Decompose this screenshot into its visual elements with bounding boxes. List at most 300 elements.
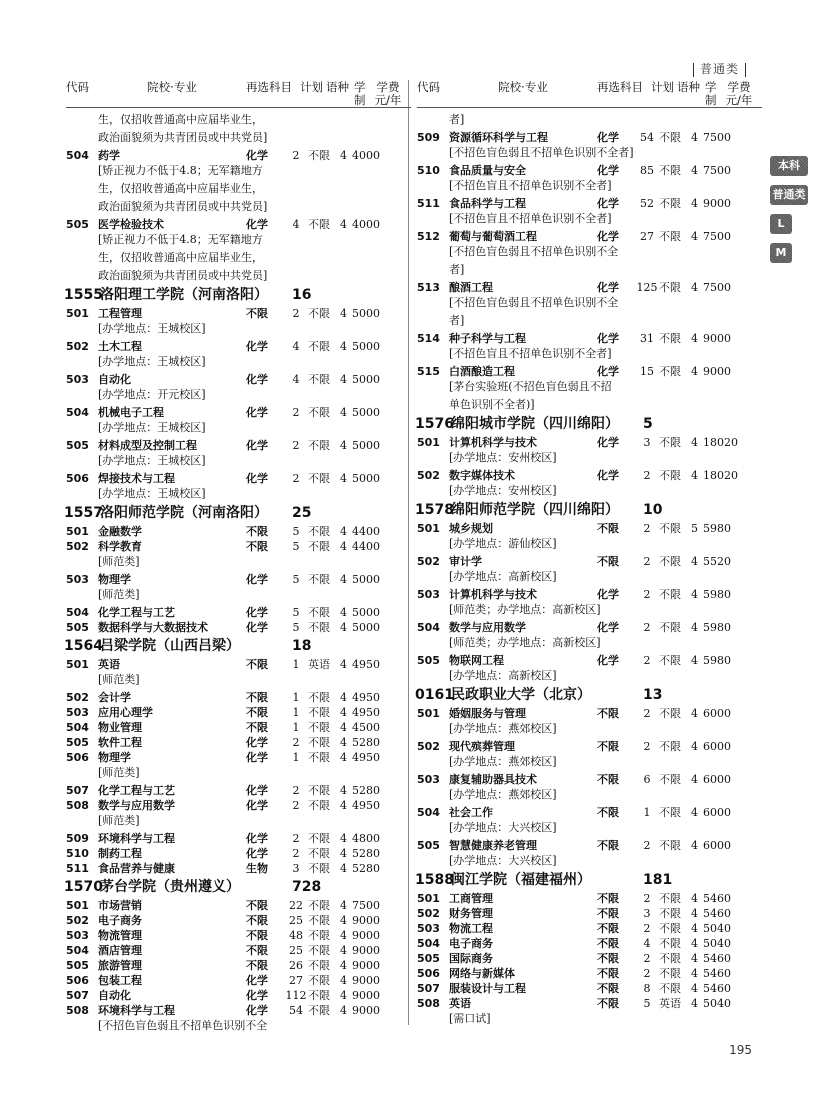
row-plan: 2 (643, 588, 651, 601)
row-name: 英语 (449, 997, 471, 1010)
category-label: 普通类 (699, 62, 739, 76)
university-plan: 181 (643, 872, 673, 888)
row-lang: 不限 (308, 540, 330, 553)
row-note: [师范类；办学地点：高新校区] (449, 603, 601, 616)
row-note: [师范类；办学地点：高新校区] (449, 636, 601, 649)
table-row (417, 587, 762, 602)
university-code: 0161 (415, 687, 454, 703)
row-name: 物联网工程 (449, 654, 504, 667)
row-note: [师范类] (98, 555, 140, 568)
university-plan: 728 (292, 879, 322, 895)
row-lang: 英语 (308, 658, 330, 671)
row-fee: 7500 (352, 899, 380, 912)
table-row (66, 524, 411, 539)
side-tab-benke[interactable]: 本科 (770, 156, 808, 176)
row-lang: 不限 (308, 959, 330, 972)
row-sys: 4 (340, 606, 347, 619)
row-fee: 5000 (352, 573, 380, 586)
side-tab-l[interactable]: L (770, 214, 792, 234)
university-plan: 13 (643, 687, 663, 703)
row-code: 505 (66, 439, 89, 452)
row-note: [不招色盲色弱且不招单色识别不全 (449, 296, 619, 309)
row-subject: 生物 (246, 862, 268, 875)
row-note: [不招色盲且不招单色识别不全者] (449, 179, 612, 192)
table-row (66, 339, 411, 354)
row-sys: 4 (340, 621, 347, 634)
row-lang: 不限 (659, 197, 681, 210)
row-name: 数学与应用数学 (449, 621, 526, 634)
row-sys: 5 (691, 522, 698, 535)
row-lang: 不限 (659, 588, 681, 601)
row-lang: 不限 (659, 806, 681, 819)
row-fee: 5980 (703, 522, 731, 535)
university-heading (64, 878, 411, 897)
row-code: 501 (66, 307, 89, 320)
row-code: 502 (417, 555, 440, 568)
row-note: [办学地点：王城校区] (98, 322, 206, 335)
row-fee: 4400 (352, 525, 380, 538)
row-subject: 不限 (597, 740, 619, 753)
row-note: [师范类] (98, 673, 140, 686)
table-row (417, 364, 762, 379)
row-note: [矫正视力不低于4.8；无军籍地方 (98, 164, 263, 177)
header-name: 院校·专业 (147, 80, 197, 94)
university-name: 洛阳师范学院（河南洛阳） (100, 505, 268, 521)
row-subject: 化学 (246, 439, 268, 452)
category-header (687, 60, 752, 77)
row-subject: 化学 (246, 799, 268, 812)
row-code: 501 (417, 522, 440, 535)
row-fee: 5280 (352, 736, 380, 749)
row-code: 501 (66, 899, 89, 912)
row-name: 医学检验技术 (98, 218, 164, 231)
row-subject: 化学 (597, 197, 619, 210)
table-row (66, 846, 411, 861)
row-lang: 不限 (659, 230, 681, 243)
university-plan: 5 (643, 416, 653, 432)
row-fee: 6000 (703, 806, 731, 819)
row-sys: 4 (340, 959, 347, 972)
row-subject: 不限 (597, 922, 619, 935)
row-lang: 不限 (308, 307, 330, 320)
row-plan: 48 (289, 929, 303, 942)
row-sys: 4 (691, 952, 698, 965)
row-code: 513 (417, 281, 440, 294)
table-row (417, 838, 762, 853)
row-plan: 27 (289, 974, 303, 987)
table-row (417, 229, 762, 244)
row-name: 软件工程 (98, 736, 142, 749)
row-fee: 6000 (703, 707, 731, 720)
row-name: 物流工程 (449, 922, 493, 935)
row-fee: 4000 (352, 218, 380, 231)
row-lang: 不限 (308, 406, 330, 419)
row-name: 金融数学 (98, 525, 142, 538)
row-fee: 4800 (352, 832, 380, 845)
row-subject: 化学 (597, 469, 619, 482)
row-plan: 1 (643, 806, 651, 819)
table-row (66, 690, 411, 705)
row-plan: 2 (292, 736, 300, 749)
row-name: 科学教育 (98, 540, 142, 553)
row-subject: 化学 (246, 149, 268, 162)
university-name: 民政职业大学（北京） (451, 687, 591, 703)
row-note: [办学地点：燕郊校区] (449, 788, 557, 801)
table-row (417, 435, 762, 450)
row-plan: 2 (292, 784, 300, 797)
row-plan: 2 (643, 839, 651, 852)
row-subject: 化学 (246, 974, 268, 987)
row-lang: 不限 (659, 952, 681, 965)
left-column (66, 81, 411, 1036)
row-plan: 2 (643, 952, 651, 965)
row-sys: 4 (340, 721, 347, 734)
table-row (417, 805, 762, 820)
row-sys: 4 (340, 1004, 347, 1017)
row-sys: 4 (340, 540, 347, 553)
row-name: 网络与新媒体 (449, 967, 515, 980)
row-lang: 不限 (659, 922, 681, 935)
row-lang: 不限 (308, 472, 330, 485)
row-fee: 5980 (703, 588, 731, 601)
row-sys: 4 (691, 281, 698, 294)
university-heading (64, 286, 411, 305)
row-lang: 不限 (308, 847, 330, 860)
side-tab-m[interactable]: M (770, 243, 792, 263)
row-lang: 不限 (308, 799, 330, 812)
row-name: 审计学 (449, 555, 482, 568)
university-heading (64, 637, 411, 656)
table-row (66, 572, 411, 587)
row-name: 城乡规划 (449, 522, 493, 535)
row-lang: 不限 (659, 937, 681, 950)
university-plan: 10 (643, 502, 663, 518)
university-code: 1578 (415, 502, 454, 518)
row-name: 财务管理 (449, 907, 493, 920)
table-row (66, 988, 411, 1003)
row-name: 电子商务 (449, 937, 493, 950)
row-subject: 不限 (597, 522, 619, 535)
row-code: 504 (417, 806, 440, 819)
table-row (66, 620, 411, 635)
row-plan: 54 (640, 131, 654, 144)
row-fee: 9000 (352, 959, 380, 972)
row-plan: 52 (640, 197, 654, 210)
row-name: 数学与应用数学 (98, 799, 175, 812)
row-fee: 4950 (352, 691, 380, 704)
continued-note: 者] (449, 113, 465, 126)
table-row (417, 996, 762, 1011)
row-name: 材料成型及控制工程 (98, 439, 197, 452)
row-sys: 4 (340, 736, 347, 749)
row-sys: 4 (691, 707, 698, 720)
university-plan: 16 (292, 287, 312, 303)
row-subject: 化学 (597, 436, 619, 449)
row-code: 503 (66, 706, 89, 719)
row-note: [不招色盲且不招单色识别不全者] (449, 212, 612, 225)
header-fee-line: 元/年 (725, 93, 753, 107)
row-note: [茅台实验班(不招色盲色弱且不招 (449, 380, 612, 393)
row-subject: 不限 (597, 892, 619, 905)
row-name: 环境科学与工程 (98, 1004, 175, 1017)
table-row (417, 772, 762, 787)
row-name: 环境科学与工程 (98, 832, 175, 845)
row-name: 会计学 (98, 691, 131, 704)
row-code: 509 (66, 832, 89, 845)
row-note: [办学地点：大兴校区] (449, 854, 557, 867)
row-plan: 125 (636, 281, 658, 294)
row-code: 505 (417, 952, 440, 965)
row-fee: 9000 (352, 929, 380, 942)
row-sys: 4 (340, 862, 347, 875)
row-sys: 4 (691, 555, 698, 568)
row-name: 现代殡葬管理 (449, 740, 515, 753)
table-row (66, 438, 411, 453)
row-code: 511 (66, 862, 89, 875)
row-name: 旅游管理 (98, 959, 142, 972)
row-plan: 31 (640, 332, 654, 345)
row-fee: 7500 (703, 131, 731, 144)
row-sys: 4 (340, 784, 347, 797)
table-row (417, 554, 762, 569)
header-sys-line: 学 (705, 80, 717, 94)
row-code: 505 (66, 218, 89, 231)
table-row (66, 471, 411, 486)
university-name: 吕梁学院（山西吕梁） (100, 638, 240, 654)
table-row (66, 928, 411, 943)
row-code: 502 (66, 540, 89, 553)
row-name: 计算机科学与技术 (449, 588, 537, 601)
table-row (66, 539, 411, 554)
header-code: 代码 (417, 80, 440, 94)
row-plan: 26 (289, 959, 303, 972)
row-fee: 5000 (352, 340, 380, 353)
row-subject: 不限 (597, 967, 619, 980)
row-plan: 2 (643, 922, 651, 935)
row-subject: 不限 (246, 307, 268, 320)
row-subject: 不限 (246, 721, 268, 734)
row-plan: 2 (292, 799, 300, 812)
row-fee: 9000 (703, 197, 731, 210)
row-note: 政治面貌须为共青团员或中共党员] (98, 269, 268, 282)
row-sys: 4 (340, 929, 347, 942)
row-lang: 不限 (308, 914, 330, 927)
row-subject: 化学 (597, 131, 619, 144)
row-plan: 1 (292, 658, 300, 671)
row-name: 食品科学与工程 (449, 197, 526, 210)
row-code: 514 (417, 332, 440, 345)
row-fee: 5000 (352, 406, 380, 419)
row-fee: 5980 (703, 654, 731, 667)
row-lang: 不限 (659, 967, 681, 980)
row-code: 506 (66, 751, 89, 764)
row-plan: 2 (292, 832, 300, 845)
row-subject: 不限 (246, 914, 268, 927)
row-subject: 不限 (597, 952, 619, 965)
row-name: 英语 (98, 658, 120, 671)
row-sys: 4 (691, 164, 698, 177)
table-row (417, 891, 762, 906)
row-code: 504 (66, 944, 89, 957)
row-lang: 不限 (659, 740, 681, 753)
row-name: 食品营养与健康 (98, 862, 175, 875)
row-note: [办学地点：王城校区] (98, 355, 206, 368)
row-lang: 不限 (308, 439, 330, 452)
table-row (66, 913, 411, 928)
row-sys: 4 (691, 892, 698, 905)
row-note: [办学地点：燕郊校区] (449, 722, 557, 735)
row-plan: 3 (643, 436, 651, 449)
row-code: 512 (417, 230, 440, 243)
row-subject: 化学 (246, 218, 268, 231)
table-row (66, 306, 411, 321)
row-name: 食品质量与安全 (449, 164, 526, 177)
row-sys: 4 (340, 751, 347, 764)
row-plan: 2 (643, 469, 651, 482)
row-lang: 不限 (308, 621, 330, 634)
row-code: 501 (417, 892, 440, 905)
table-row (417, 468, 762, 483)
row-sys: 4 (340, 914, 347, 927)
row-sys: 4 (691, 621, 698, 634)
row-sys: 4 (691, 773, 698, 786)
row-plan: 3 (643, 907, 651, 920)
table-row (417, 280, 762, 295)
row-fee: 6000 (703, 740, 731, 753)
page-number: 195 (729, 1043, 752, 1057)
side-tab-putong[interactable]: 普通类 (770, 185, 808, 205)
table-row (66, 898, 411, 913)
row-name: 电子商务 (98, 914, 142, 927)
row-subject: 化学 (597, 332, 619, 345)
row-subject: 不限 (597, 555, 619, 568)
row-sys: 4 (691, 982, 698, 995)
row-name: 自动化 (98, 373, 131, 386)
row-fee: 5280 (352, 784, 380, 797)
row-plan: 5 (292, 573, 300, 586)
row-note: [不招色盲且不招单色识别不全者] (449, 347, 612, 360)
row-code: 503 (417, 773, 440, 786)
table-row (417, 906, 762, 921)
row-fee: 5280 (352, 862, 380, 875)
table-row (66, 720, 411, 735)
row-fee: 5460 (703, 907, 731, 920)
row-code: 504 (66, 606, 89, 619)
row-sys: 4 (340, 340, 347, 353)
table-row (66, 605, 411, 620)
row-sys: 4 (691, 806, 698, 819)
university-code: 1564 (64, 638, 103, 654)
row-plan: 2 (643, 967, 651, 980)
row-code: 502 (66, 340, 89, 353)
row-lang: 不限 (308, 721, 330, 734)
row-fee: 5980 (703, 621, 731, 634)
row-note: [办学地点：高新校区] (449, 570, 557, 583)
row-plan: 8 (643, 982, 651, 995)
row-plan: 2 (292, 406, 300, 419)
header-lang: 语种 (677, 80, 700, 94)
row-fee: 7500 (703, 164, 731, 177)
row-code: 508 (66, 799, 89, 812)
row-fee: 5460 (703, 952, 731, 965)
row-subject: 化学 (597, 588, 619, 601)
row-fee: 7500 (703, 230, 731, 243)
university-code: 1555 (64, 287, 103, 303)
row-sys: 4 (340, 944, 347, 957)
row-name: 制药工程 (98, 847, 142, 860)
header-plan: 计划 (651, 80, 674, 94)
row-subject: 化学 (246, 406, 268, 419)
table-row (66, 148, 411, 163)
row-sys: 4 (691, 436, 698, 449)
row-note: 单色识别不全者)] (449, 398, 535, 411)
row-note: [办学地点：高新校区] (449, 669, 557, 682)
row-name: 化学工程与工艺 (98, 606, 175, 619)
row-subject: 化学 (246, 573, 268, 586)
row-note: [不招色盲色弱且不招单色识别不全者] (449, 146, 634, 159)
row-note: 者] (449, 314, 465, 327)
row-fee: 5460 (703, 892, 731, 905)
row-fee: 5520 (703, 555, 731, 568)
row-code: 502 (417, 469, 440, 482)
row-subject: 化学 (246, 751, 268, 764)
row-name: 服装设计与工程 (449, 982, 526, 995)
row-note: [办学地点：大兴校区] (449, 821, 557, 834)
row-fee: 5040 (703, 997, 731, 1010)
row-note: [办学地点：安州校区] (449, 451, 557, 464)
university-heading (415, 871, 762, 890)
table-row (66, 783, 411, 798)
row-plan: 22 (289, 899, 303, 912)
row-lang: 不限 (659, 281, 681, 294)
row-name: 药学 (98, 149, 120, 162)
row-code: 505 (417, 839, 440, 852)
row-plan: 2 (292, 847, 300, 860)
table-row (66, 943, 411, 958)
row-note: [办学地点：王城校区] (98, 454, 206, 467)
row-sys: 4 (691, 907, 698, 920)
row-plan: 54 (289, 1004, 303, 1017)
row-plan: 27 (640, 230, 654, 243)
row-sys: 4 (340, 658, 347, 671)
row-code: 501 (417, 436, 440, 449)
row-code: 501 (66, 525, 89, 538)
row-sys: 4 (691, 365, 698, 378)
row-code: 501 (66, 658, 89, 671)
row-plan: 2 (292, 149, 300, 162)
row-subject: 不限 (597, 707, 619, 720)
table-row (66, 798, 411, 813)
row-code: 511 (417, 197, 440, 210)
row-code: 502 (417, 907, 440, 920)
row-note: 政治面貌须为共青团员或中共党员] (98, 200, 268, 213)
row-subject: 不限 (597, 937, 619, 950)
row-subject: 不限 (597, 806, 619, 819)
row-note: [办学地点：游仙校区] (449, 537, 557, 550)
header-fee-line: 元/年 (374, 93, 402, 107)
row-sys: 4 (691, 588, 698, 601)
header-subject: 再选科目 (597, 80, 643, 94)
table-row (66, 1003, 411, 1018)
row-fee: 7500 (703, 281, 731, 294)
header-sys (354, 81, 368, 107)
row-plan: 5 (292, 525, 300, 538)
row-subject: 化学 (597, 654, 619, 667)
table-row (66, 973, 411, 988)
row-lang: 不限 (308, 862, 330, 875)
university-heading (64, 504, 411, 523)
row-code: 502 (66, 914, 89, 927)
